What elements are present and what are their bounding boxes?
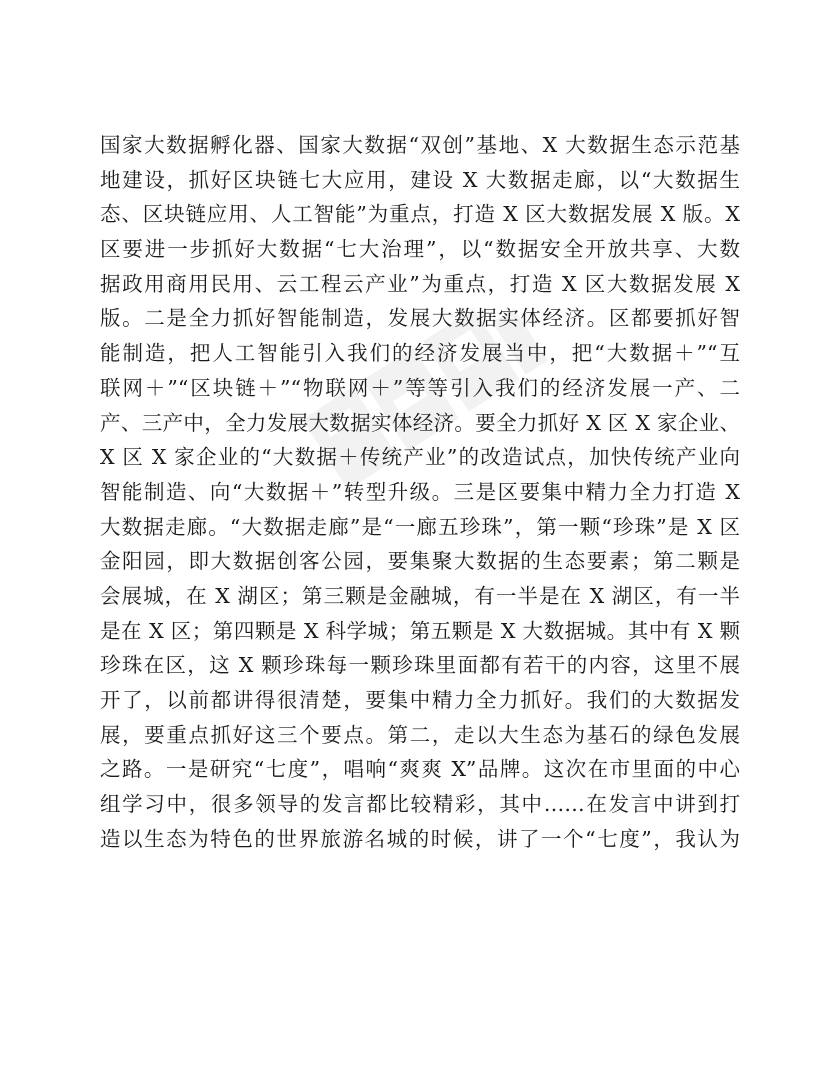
text-line: 态、区块链应用、人工智能”为重点，打造 X 区大数据发展 X 版。X [100,202,740,227]
text-line: 区要进一步抓好大数据“七大治理”，以“数据安全开放共享、大数 [100,237,740,262]
text-line: 是在 X 区；第四颗是 X 科学城；第五颗是 X 大数据城。其中有 X 颗 [100,618,740,643]
text-line: 会展城，在 X 湖区；第三颗是金融城，有一半是在 X 湖区，有一半 [100,583,740,608]
body-text [100,128,740,856]
text-line: 组学习中，很多领导的发言都比较精彩，其中……在发言中讲到打 [100,792,740,817]
text-line: 国家大数据孵化器、国家大数据“双创”基地、X 大数据生态示范基 [100,133,740,157]
text-line: 展，要重点抓好这三个要点。第二，走以大生态为基石的绿色发展 [100,722,740,747]
text-line: 智能制造、向“大数据＋”转型升级。三是区要集中精力全力打造 X [100,479,740,504]
text-line: 金阳园，即大数据创客公园，要集聚大数据的生态要素；第二颗是 [100,549,740,574]
text-line: 能制造，把人工智能引入我们的经济发展当中，把“大数据＋”“互 [100,341,740,366]
text-line: X 区 X 家企业的“大数据＋传统产业”的改造试点，加快传统产业向 [100,445,740,470]
text-line: 大数据走廊。“大数据走廊”是“一廊五珍珠”，第一颗“珍珠”是 X 区 [100,514,740,539]
text-line: 地建设，抓好区块链七大应用，建设 X 大数据走廊，以“大数据生 [100,167,740,192]
text-line: 联网＋”“区块链＋”“物联网＋”等等引入我们的经济发展一产、二 [100,375,740,400]
text-line: 珍珠在区，这 X 颗珍珠每一颗珍珠里面都有若干的内容，这里不展 [100,653,740,678]
text-line: 开了，以前都讲得很清楚，要集中精力全力抓好。我们的大数据发 [100,688,740,712]
text-line: 产、三产中，全力发展大数据实体经济。要全力抓好 X 区 X 家企业、 [100,410,740,435]
text-line: 据政用商用民用、云工程云产业”为重点，打造 X 区大数据发展 X [100,271,740,296]
text-line: 造以生态为特色的世界旅游名城的时候，讲了一个“七度”，我认为 [100,826,740,851]
text-line: 版。二是全力抓好智能制造，发展大数据实体经济。区都要抓好智 [100,306,740,331]
text-line: 之路。一是研究“七度”，唱响“爽爽 X”品牌。这次在市里面的中心 [100,757,740,782]
